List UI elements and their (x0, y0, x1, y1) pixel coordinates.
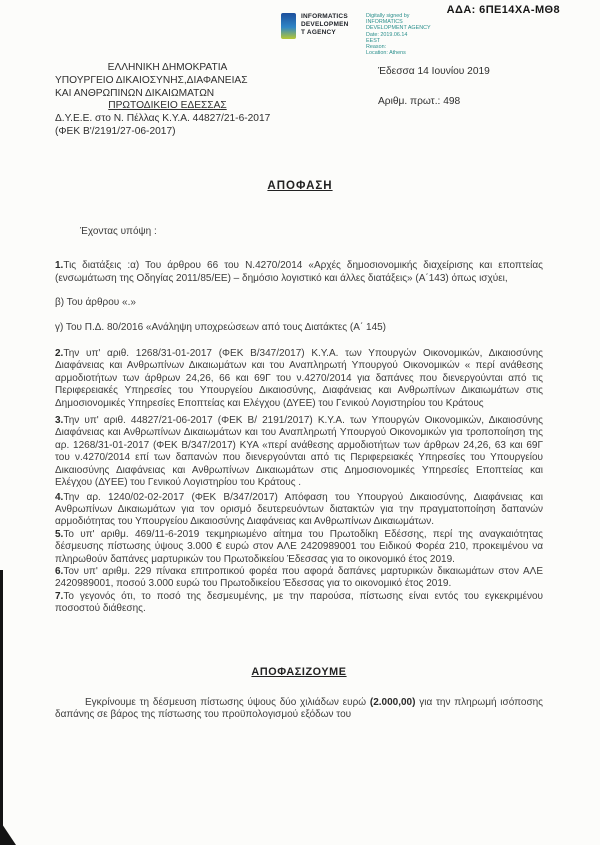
signature-line: Digitally signed by (366, 13, 410, 19)
ida-logo-icon (281, 13, 296, 39)
decision-paragraph (55, 697, 543, 722)
item-number: 5. (55, 528, 64, 540)
item-text: Την υπ' αριθ. 44827/21-06-2017 (ΦΕΚ Β/ 2191/2017) Κ.Υ.Α. των Υπουργών Οικονομικών, Δικαιοσύνης Διαφάνειας και Ανθρωπίνων Δικαιωμάτων και του Αναπληρωτή Υπουργού Οικονομικών για τροποποίηση της αρ. 1268/31-01-2017 (ΦΕΚ Β/347/2017) ΚΥΑ «περί ανάθεσης αρμοδιοτήτων των άρθρων 24,26, 63 και 69Γ του ν.4270/2014 επί των δαπανών που διενεργούνται από τις Περιφερειακές Υπηρεσίες του Υπουργείου Δικαιοσύνης Διαφάνειας και Ανθρωπίνων Δικαιωμάτων στις Δημοσιονομικές Υπηρεσίες Εποπτείας και Ελέγχου (ΔΥΕΕ) του Γενικού Λογιστηρίου του Κράτους . (55, 415, 543, 489)
document-title: ΑΠΟΦΑΣΗ (267, 180, 333, 192)
signature-line: Location: Athens (366, 50, 406, 57)
item-text: Τις διατάξεις :α) Του άρθρου 66 του Ν.4270/2014 «Αρχές δημοσιονομικής διαχείρισης και εποπτείας (ενσωμάτωση της Οδηγίας 2011/85/ΕΕ) – δημόσιο λογιστικό και άλλες διατάξεις» (Α΄143) όπως ισχύει, (55, 260, 543, 284)
decision-amount: (2.000,00) (369, 696, 416, 708)
org-line-ministry: ΥΠΟΥΡΓΕΙΟ ΔΙΚΑΙΟΣΥΝΗΣ,ΔΙΑΦΑΝΕΙΑΣ (55, 74, 248, 86)
item-number: 4. (55, 491, 64, 503)
legal-item-6 (55, 566, 543, 591)
ada-code: ΑΔΑ: 6ΠΕ14ΧΑ-ΜΘ8 (446, 4, 560, 16)
scan-artifact-corner (0, 821, 16, 845)
having-regard-intro: Έχοντας υπόψη : (80, 226, 157, 237)
org-line-court: ΠΡΩΤΟΔΙΚΕΙΟ ΕΔΕΣΣΑΣ (108, 100, 227, 112)
ida-agency-line: DEVELOPMEN (301, 21, 349, 28)
ida-agency-line: INFORMATICS (301, 13, 348, 20)
scan-artifact-edge-line (0, 570, 3, 845)
issuing-authority-block (55, 62, 280, 139)
date-protocol-block (378, 66, 490, 107)
digital-signature-stamp (281, 13, 444, 56)
item-number: 6. (55, 565, 64, 577)
signature-line: Date: 2019.06.14 (366, 31, 408, 38)
legal-item-1c (55, 322, 543, 334)
item-text: β) Του άρθρου «.» (55, 297, 136, 309)
item-text: γ) Του Π.Δ. 80/2016 «Ανάληψη υποχρεώσεων από τους Διατάκτες (Α΄ 145) (55, 321, 387, 333)
protocol-number: Αριθμ. πρωτ.: 498 (378, 96, 461, 107)
ida-agency-line: T AGENCY (301, 29, 336, 36)
item-number: 1. (55, 260, 64, 272)
legal-item-5 (55, 529, 543, 566)
signature-line: EEST (366, 37, 381, 44)
legal-item-1b (55, 297, 543, 309)
decision-text-post: για την πληρωμή ισόποσης δαπάνης σε βάρος της πίστωσης του προϋπολογισμού εξόδων του (55, 696, 543, 721)
legal-item-2 (55, 348, 543, 410)
signature-details (366, 13, 444, 56)
org-line-republic: ΕΛΛΗΝΙΚΗ ΔΗΜΟΚΡΑΤΙΑ (107, 62, 228, 73)
ida-agency-name (301, 13, 361, 37)
legal-item-3 (55, 415, 543, 489)
item-text: Την αρ. 1240/02-02-2017 (ΦΕΚ Β/347/2017) Απόφαση του Υπουργού Δικαιοσύνης, Διαφάνειας και Ανθρωπίνων Δικαιωμάτων για τον ορισμό δευτερευόντων διατακτών για την πραγματοποίηση δαπανών αρμοδιότητας του Υπουργείου Δικαιοσύνης Διαφάνειας και Ανθρωπίνων Δικαιωμάτων. (55, 491, 543, 528)
item-text: Το γεγονός ότι, το ποσό της δεσμευμένης, με την παρούσα, πίστωσης είναι εντός του εγκεκριμένου ποσοστού διάθεσης. (55, 590, 543, 615)
decide-heading: ΑΠΟΦΑΣΙΖΟΥΜΕ (251, 665, 347, 678)
org-line-fek: (ΦΕΚ Β'/2191/27-06-2017) (55, 125, 176, 137)
item-number: 7. (55, 590, 64, 602)
signature-line: DEVELOPMENT AGENCY (366, 25, 431, 32)
item-text: Τον υπ' αριθμ. 229 πίνακα επιτροπικού φορέα που αφορά δαπάνες μαρτυρικών δικαιωμάτων στον ΑΛΕ 2420989001, ποσού 3.000 ευρώ του Πρωτοδικείου Έδεσσας για το οικονομικό έτος 2019. (55, 565, 543, 590)
legal-item-4 (55, 492, 543, 529)
org-line-dyee: Δ.Υ.Ε.Ε. στο Ν. Πέλλας Κ.Υ.Α. 44827/21-6-2017 (55, 113, 271, 125)
item-number: 2. (55, 348, 64, 360)
org-line-ministry2: ΚΑΙ ΑΝΘΡΩΠΙΝΩΝ ΔΙΚΑΙΩΜΑΤΩΝ (55, 87, 215, 99)
document-body (55, 226, 543, 722)
legal-item-1 (55, 260, 543, 285)
decision-text-pre: Εγκρίνουμε τη δέσμευση πίστωσης ύψους δύο χιλιάδων ευρώ (85, 696, 370, 708)
document-date: Έδεσσα 14 Ιουνίου 2019 (378, 66, 490, 77)
item-text: Την υπ' αριθ. 1268/31-01-2017 (ΦΕΚ Β/347/2017) Κ.Υ.Α. των Υπουργών Οικονομικών, Δικαιοσύνης Διαφάνειας και Ανθρωπίνων Δικαιωμάτων και του Αναπληρωτή Υπουργού Οικονομικών « περί ανάθεσης αρμοδιοτήτων των άρθρων 24,26, 66 και 69Γ του ν.4270/2014 για δαπάνες που διενεργούνται από τις Περιφερειακές Υπηρεσίες του Υπουργείου Δικαιοσύνης, Διαφάνειας και Ανθρωπίνων Δικαιωμάτων στις Δημοσιονομικές Υπηρεσίες Εποπτείας και Ελέγχου (ΔΥΕΕ) του Γενικού Λογιστηρίου του Κράτους (55, 348, 543, 409)
legal-item-7 (55, 591, 543, 616)
signature-line: Reason: (366, 44, 387, 51)
signature-line: INFORMATICS (366, 19, 403, 26)
item-number: 3. (55, 415, 64, 427)
item-text: Το υπ' αριθμ. 469/11-6-2019 τεκμηριωμένο αίτημα του Πρωτοδίκη Εδέσσης, περί της αναγκαιότητας δέσμευσης πίστωσης ύψους 3.000 € ευρώ στον ΑΛΕ 2420989001 του Ειδικού Φορέα 210, προκειμένου να πληρωθούν δαπάνες μαρτυρικών του Πρωτοδικείου Έδεσσας για το οικονομικό έτος 2019. (55, 528, 543, 565)
